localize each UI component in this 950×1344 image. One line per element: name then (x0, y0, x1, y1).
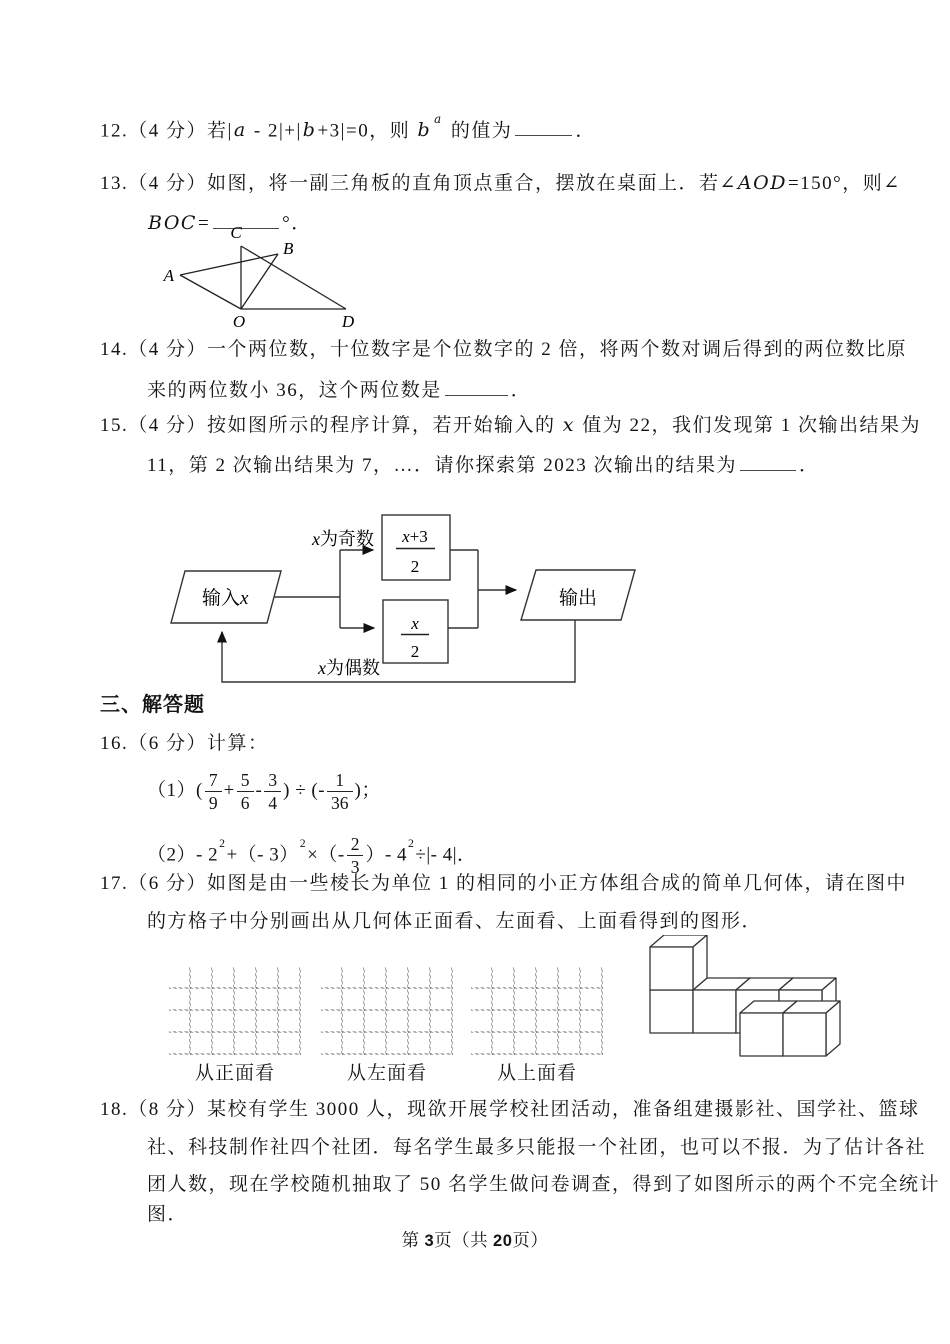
fraction: $\frac{7}{9}$ (205, 770, 222, 813)
text-run: 页（共 (434, 1230, 494, 1250)
flow-output-label: 输出 (558, 588, 598, 609)
grid-label-front: 从正面看 (194, 1063, 275, 1084)
question-18-line-3: 团人数，现在学校随机抽取了 50 名学生做问卷调查，得到了如图所示的两个不完全统计 (147, 1174, 941, 1195)
math-exponent: 2 (219, 836, 226, 850)
question-12-line (100, 112, 596, 144)
math-var: b (417, 119, 432, 142)
triangle-figure (150, 222, 390, 334)
text-run: ． (510, 379, 532, 401)
text-run: )； (354, 780, 381, 801)
grid-label-top: 从上面看 (496, 1063, 577, 1084)
text-run: +3|=0，则 (317, 120, 417, 142)
operator: + (223, 780, 235, 801)
math-exponent: a (434, 111, 443, 126)
text-run: 13.（4 分）如图，将一副三角板的直角顶点重合，摆放在桌面上．若∠ (100, 173, 737, 194)
fraction: $\frac{5}{6}$ (237, 770, 254, 813)
question-16-item-1 (147, 763, 381, 819)
flowchart-figure (160, 505, 695, 690)
text-run: （1）( (147, 780, 203, 801)
text-run: 值为 22，我们发现第 1 次输出结果为 (575, 415, 921, 436)
text-run: ) ÷ (- (283, 780, 326, 801)
flow-input-label: 输入x (202, 588, 249, 609)
text-run: =150°，则∠ (787, 173, 901, 194)
vertex-label-o: O (232, 312, 246, 331)
total-pages: 20 (493, 1232, 513, 1250)
vertex-label-c: C (230, 223, 242, 242)
flow-odd-condition: x为奇数 (312, 529, 374, 549)
view-grid-left (320, 966, 454, 1056)
cube-assembly-figure (645, 935, 850, 1065)
section-3-heading: 三、解答题 (100, 694, 205, 716)
text-run: 15.（4 分）按如图所示的程序计算，若开始输入的 (100, 415, 562, 436)
question-14-line-2 (147, 375, 531, 404)
flow-even-condition: x为偶数 (318, 658, 380, 678)
grid-label-left: 从左面看 (346, 1063, 427, 1084)
fraction: $\frac{3}{4}$ (264, 770, 281, 813)
answer-blank (740, 450, 796, 471)
question-15-line-1 (100, 412, 921, 439)
question-17-line-2: 的方格子中分别画出从几何体正面看、左面看、上面看得到的图形． (147, 911, 763, 932)
question-14-line-1 (100, 337, 907, 363)
math-var: BOC (148, 211, 197, 234)
fraction: $\frac{2}{3}$ (347, 834, 364, 877)
fraction: $\frac{1}{36}$ (327, 770, 353, 813)
math-exponent: 2 (299, 836, 307, 850)
flow-odd-denominator: 2 (410, 557, 420, 576)
flow-even-denominator: 2 (410, 642, 420, 661)
text-run: ×（- (307, 844, 345, 866)
text-run: ）- 4 (365, 844, 408, 866)
text-run: 来的两位数小 36，这个两位数是 (147, 379, 442, 401)
text-run: +（- 3） (226, 844, 299, 866)
math-var: a (233, 119, 247, 142)
text-run: 页） (512, 1230, 549, 1250)
text-run: 11，第 2 次输出结果为 7，…．请你探索第 2023 次输出的结果为 (147, 454, 738, 476)
view-grid-top (470, 966, 604, 1056)
question-18-line-1: 18.（8 分）某校有学生 3000 人，现欲开展学校社团活动，准备组建摄影社、国学社、篮球 (100, 1099, 920, 1120)
text-run: 14.（4 分）一个两位数，十位数字是个位数字的 2 倍，将两个数对调后得到的两位数比原 (100, 339, 908, 360)
view-grid-front (168, 966, 302, 1056)
text-run: ． (575, 120, 596, 142)
vertex-label-d: D (341, 312, 355, 331)
answer-blank (445, 375, 508, 396)
text-run: 的值为 (444, 120, 513, 142)
math-var: b (302, 119, 317, 142)
text-run: °． (282, 212, 312, 234)
flow-odd-numerator: x+3 (402, 527, 428, 546)
question-18-line-4: 图． (147, 1204, 189, 1225)
math-exponent: 2 (408, 836, 415, 850)
text-run: 12.（4 分）若| (100, 120, 233, 142)
math-var: AOD (737, 172, 787, 194)
text-run: - 2|+| (247, 120, 302, 142)
text-run: （2）- 2 (147, 844, 219, 866)
question-16-head: 16.（6 分）计算： (100, 733, 269, 754)
text-run: ÷|- 4|． (415, 844, 477, 866)
question-15-line-2 (147, 450, 820, 479)
answer-blank (515, 115, 572, 136)
question-17-line-1: 17.（6 分）如图是由一些棱长为单位 1 的相同的小正方体组合成的简单几何体，请在图中 (100, 873, 908, 894)
text-run: 第 (401, 1230, 425, 1250)
vertex-label-b: B (283, 239, 294, 258)
question-13-line-1 (100, 170, 901, 197)
math-var: x (562, 414, 575, 436)
vertex-label-a: A (163, 266, 174, 285)
flow-even-numerator: x (411, 614, 419, 633)
text-run: ． (799, 454, 820, 476)
page-footer (0, 1227, 950, 1252)
page-number: 3 (424, 1232, 435, 1250)
question-18-line-2: 社、科技制作社四个社团．每名学生最多只能报一个社团，也可以不报．为了估计各社 (147, 1137, 927, 1158)
text-run: = (197, 212, 211, 234)
operator: - (255, 780, 263, 801)
